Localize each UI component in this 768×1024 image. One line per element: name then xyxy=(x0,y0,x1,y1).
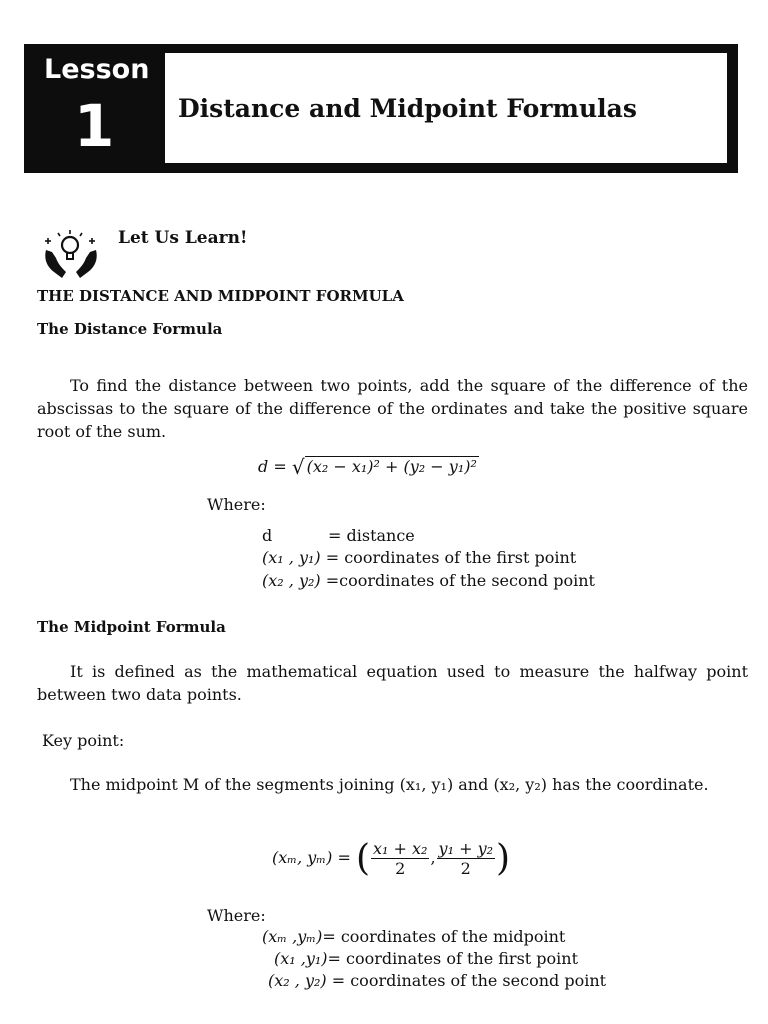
definition-symbol: (xₘ ,yₘ) xyxy=(262,927,323,946)
distance-formula-eq: = xyxy=(273,457,287,476)
definition-meaning: coordinates of the first point xyxy=(344,548,577,567)
definition-symbol: (x₂ , y₂) xyxy=(268,971,327,990)
definition-meaning: coordinates of the midpoint xyxy=(340,927,566,946)
definition-separator: = xyxy=(326,971,351,990)
midpoint-definition-row xyxy=(268,971,606,990)
section-label: Let Us Learn! xyxy=(118,228,248,248)
lesson-word: Lesson xyxy=(44,54,150,85)
definition-separator: = xyxy=(322,927,341,946)
definition-meaning: distance xyxy=(346,526,415,545)
midpoint-formula-eq: = xyxy=(337,848,351,867)
x-numerator: x₁ + x₂ xyxy=(372,839,428,858)
distance-where-label: Where: xyxy=(207,495,266,514)
definition-symbol: d xyxy=(262,526,273,545)
fraction-comma: , xyxy=(430,848,436,867)
distance-definition-row xyxy=(262,571,595,590)
square-root: √ (x₂ − x₁)² + (y₂ − y₁)² xyxy=(291,455,477,479)
midpoint-paragraph: It is defined as the mathematical equation used to measure the halfway point between two data points. xyxy=(37,662,748,704)
midpoint-formula: (xₘ, yₘ) = ( $\frac{\text{x₁ + x₂}}{2}$ , $\frac{\text{y₁ + y₂}}{2}$ ) xyxy=(272,838,511,879)
y-denominator: 2 xyxy=(460,859,471,878)
x-fraction xyxy=(371,839,429,878)
definition-separator: = xyxy=(328,526,347,545)
y-fraction xyxy=(437,839,495,878)
y-numerator: y₁ + y₂ xyxy=(438,839,494,858)
distance-heading: The Distance Formula xyxy=(37,320,223,338)
definition-separator: = xyxy=(320,571,340,590)
midpoint-definition-row xyxy=(262,927,565,946)
definition-separator: = xyxy=(327,949,347,968)
definition-meaning: coordinates of the second point xyxy=(350,971,607,990)
distance-formula xyxy=(258,455,479,479)
lesson-title: Distance and Midpoint Formulas xyxy=(178,94,637,123)
definition-meaning: coordinates of the second point xyxy=(339,571,595,590)
distance-definition-row xyxy=(262,526,415,545)
distance-formula-radicand: (x₂ − x₁)² + (y₂ − y₁)² xyxy=(306,457,477,476)
distance-definition-row xyxy=(262,548,576,567)
distance-paragraph: To find the distance between two points, add the square of the difference of the abscissas to the square of the difference of the ordinates and take the positive square root of the sum. xyxy=(37,376,748,441)
definition-symbol: (x₂ , y₂) xyxy=(262,571,321,590)
midpoint-where-label: Where: xyxy=(207,906,266,925)
distance-formula-lhs: d xyxy=(258,457,269,476)
definition-symbol: (x₁ ,y₁) xyxy=(274,949,328,968)
key-point-text: The midpoint M of the segments joining (x₁, y₁) and (x₂, y₂) has the coordinate. xyxy=(70,775,709,794)
lesson-number: 1 xyxy=(74,92,115,160)
x-denominator: 2 xyxy=(395,859,406,878)
midpoint-heading: The Midpoint Formula xyxy=(37,618,226,636)
definition-symbol: (x₁ , y₁) xyxy=(262,548,321,567)
lightbulb-hands-icon xyxy=(40,228,104,280)
main-heading: THE DISTANCE AND MIDPOINT FORMULA xyxy=(37,287,404,305)
definition-meaning: coordinates of the first point xyxy=(346,949,579,968)
key-point-label: Key point: xyxy=(42,731,125,750)
midpoint-definition-row xyxy=(274,949,578,968)
midpoint-formula-lhs: (xₘ, yₘ) xyxy=(272,848,333,867)
definition-separator: = xyxy=(320,548,345,567)
